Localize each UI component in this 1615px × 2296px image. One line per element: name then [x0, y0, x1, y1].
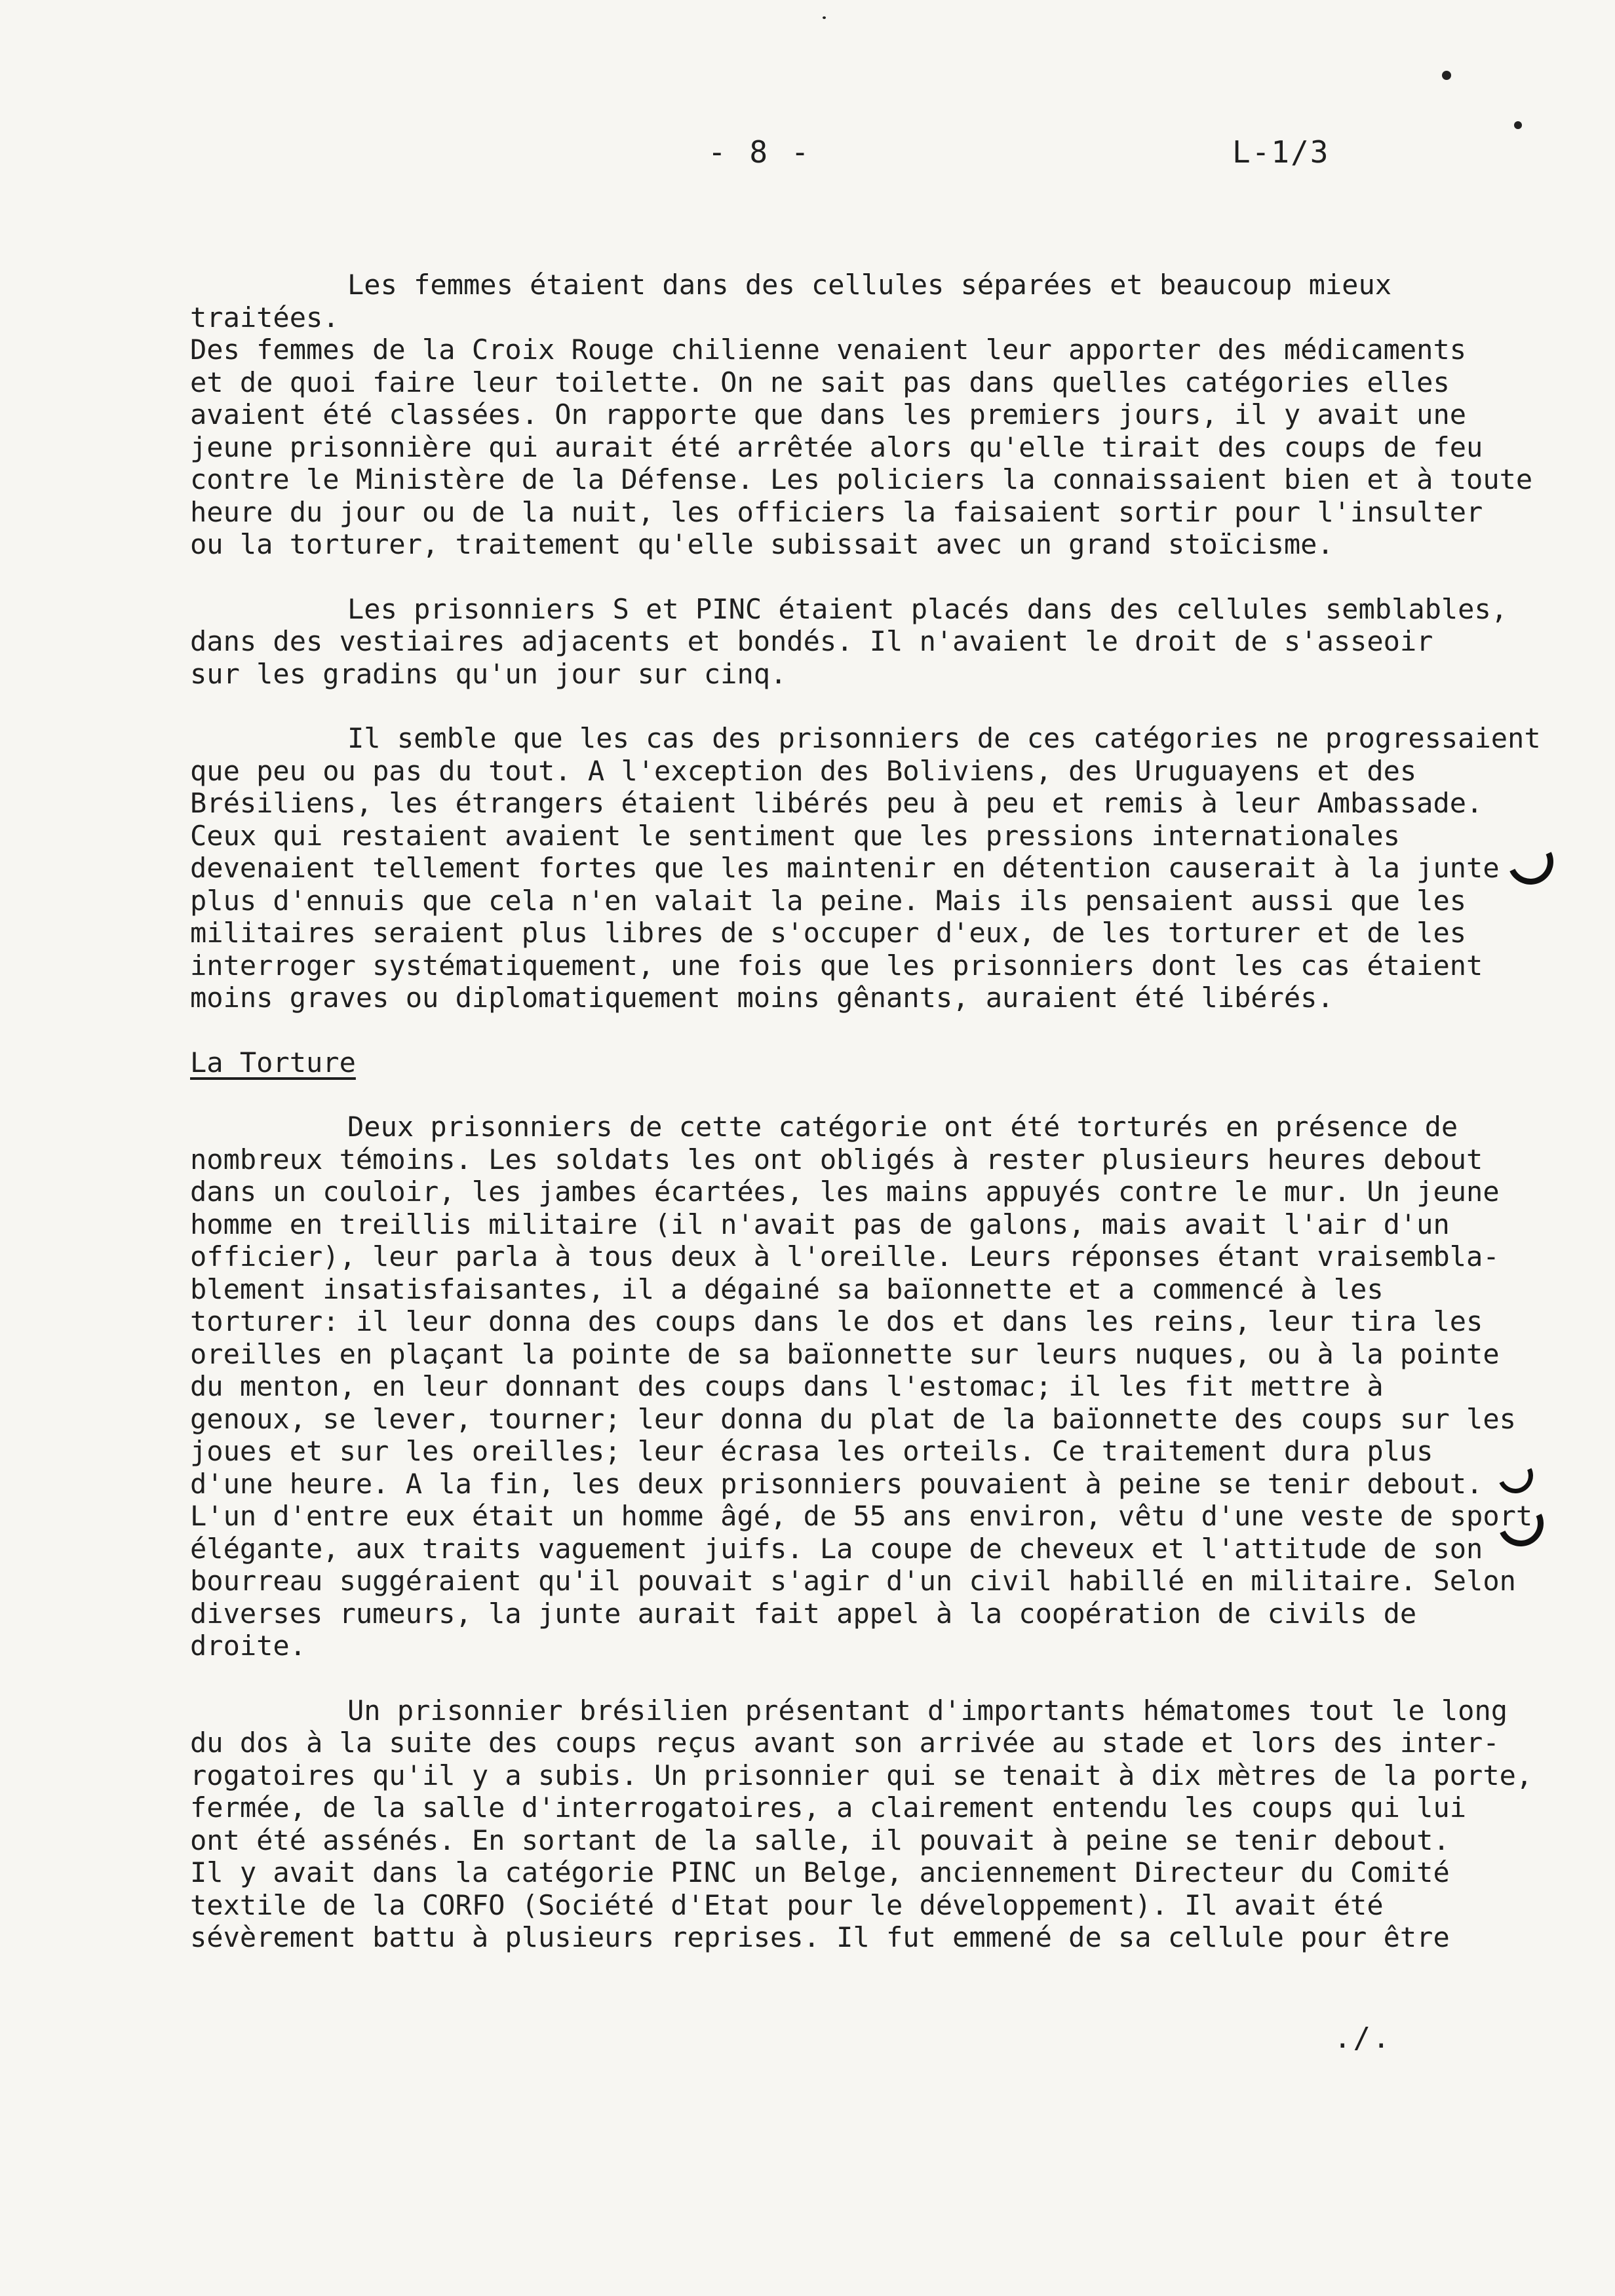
paragraph-brazilian-prisoner: Un prisonnier brésilien présentant d'importants hématomes tout le long du dos à la suite des coups reçus avant son arrivée au stade et lors des inter- rogatoires qu'il y a subis. Un prisonnier qui se tenait à dix mètres de la porte, fermée, de la salle d'interrogatoires, a clairement entendu les coups qui lui ont été assénés. En sortant de la salle, il pouvait à peine se tenir debout. Il y avait dans la catégorie PINC un Belge, anciennement Directeur du Comité textile de la CORFO (Société d'Etat pour le développement). Il avait été sévèrement battu à plusieurs reprises. Il fut emmené de sa cellule pour être	[190, 1694, 1533, 1953]
page-number: - 8 -	[708, 134, 812, 170]
paragraph-torture-witnesses: Deux prisonniers de cette catégorie ont été torturés en présence de nombreux témoins. Les soldats les ont obligés à rester plusieurs heures debout dans un couloir, les jambes écartées, les mains appuyés contre le mur. Un jeune homme en treillis militaire (il n'avait pas de galons, mais avait l'air d'un officier), leur parla à tous deux à l'oreille. Leurs réponses étant vraisembla- blement insatisfaisantes, il a dégainé sa baïonnette et a commencé à les torturer: il leur donna des coups dans le dos et dans les reins, leur tira les oreilles en plaçant la pointe de sa baïonnette sur leurs nuques, ou à la pointe du menton, en leur donnant des coups dans l'estomac; il les fit mettre à genoux, se lever, tourner; leur donna du plat de la baïonnette des coups sur les joues et sur les oreilles; leur écrasa les orteils. Ce traitement dura plus d'une heure. A la fin, les deux prisonniers pouvaient à peine se tenir debout. L'un d'entre eux était un homme âgé, de 55 ans environ, vêtu d'une veste de sport élégante, aux traits vaguement juifs. La coupe de cheveux et l'attitude de son bourreau suggéraient qu'il pouvait s'agir d'un civil habillé en militaire. Selon diverses rumeurs, la junte aurait fait appel à la coopération de civils de droite.	[190, 1111, 1533, 1662]
scan-speck	[1442, 71, 1451, 80]
document-reference: L-1/3	[1232, 134, 1330, 170]
section-heading-torture: La Torture	[190, 1046, 356, 1079]
continuation-mark: ./.	[1334, 2021, 1392, 2055]
scan-speck	[823, 16, 826, 19]
page-header	[0, 134, 1615, 174]
document-body	[190, 269, 1553, 1986]
scan-speck	[1514, 121, 1522, 129]
paragraph-s-pinc-prisoners: Les prisonniers S et PINC étaient placés dans des cellules semblables, dans des vestiaires adjacents et bondés. Il n'avaient le droit de s'asseoir sur les gradins qu'un jour sur cinq.	[190, 592, 1508, 690]
paragraph-women-prisoners: Les femmes étaient dans des cellules séparées et beaucoup mieux traitées. Des femmes de la Croix Rouge chilienne venaient leur apporter des médicaments et de quoi faire leur toilette. On ne sait pas dans quelles catégories elles avaient été classées. On rapporte que dans les premiers jours, il y avait une jeune prisonnière qui aurait été arrêtée alors qu'elle tirait des coups de feu contre le Ministère de la Défense. Les policiers la connaissaient bien et à toute heure du jour ou de la nuit, les officiers la faisaient sortir pour l'insulter ou la torturer, traitement qu'elle subissait avec un grand stoïcisme.	[190, 269, 1533, 560]
paragraph-foreigners-release: Il semble que les cas des prisonniers de ces catégories ne progressaient que peu ou pas du tout. A l'exception des Boliviens, des Uruguayens et des Brésiliens, les étrangers étaient libérés peu à peu et remis à leur Ambassade. Ceux qui restaient avaient le sentiment que les pressions internationales devenaient tellement fortes que les maintenir en détention causerait à la junte plus d'ennuis que cela n'en valait la peine. Mais ils pensaient aussi que les militaires seraient plus libres de s'occuper d'eux, de les torturer et de les interroger systématiquement, une fois que les prisonniers dont les cas étaient moins graves ou diplomatiquement moins gênants, auraient été libérés.	[190, 722, 1541, 1014]
